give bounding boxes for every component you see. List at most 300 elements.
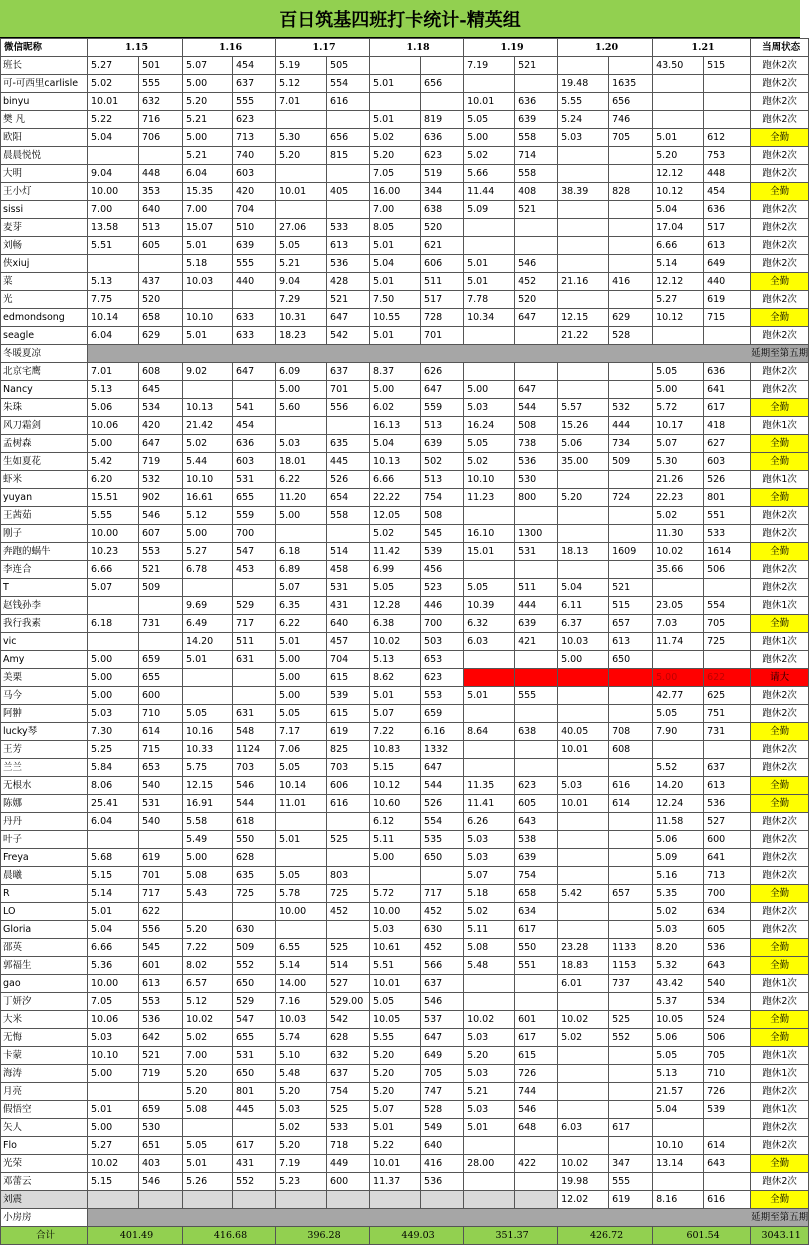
- distance-cell: 10.01: [370, 1155, 421, 1173]
- distance-cell: 5.00: [653, 381, 704, 399]
- distance-cell: 6.03: [464, 633, 515, 651]
- distance-cell: 5.22: [88, 111, 139, 129]
- distance-cell: 5.25: [88, 741, 139, 759]
- status-cell: 跑休2次: [751, 219, 809, 237]
- distance-cell: [653, 327, 704, 345]
- pace-cell: [609, 471, 653, 489]
- distance-cell: 10.23: [88, 543, 139, 561]
- distance-cell: 5.04: [370, 435, 421, 453]
- distance-cell: 10.02: [653, 543, 704, 561]
- header-date: 1.17: [276, 39, 370, 57]
- distance-cell: 6.03: [558, 1119, 609, 1137]
- pace-cell: 544: [421, 777, 464, 795]
- pace-cell: 628: [327, 1029, 370, 1047]
- pace-cell: 540: [139, 777, 183, 795]
- distance-cell: 18.13: [558, 543, 609, 561]
- pace-cell: 555: [233, 93, 276, 111]
- pace-cell: 600: [704, 831, 751, 849]
- pace-cell: 521: [515, 57, 558, 75]
- pace-cell: 636: [233, 435, 276, 453]
- pace-cell: 647: [421, 1029, 464, 1047]
- distance-cell: 6.35: [276, 597, 327, 615]
- distance-cell: 5.12: [183, 993, 233, 1011]
- table-row: [1, 939, 809, 957]
- distance-cell: 6.22: [276, 615, 327, 633]
- status-cell: 跑休2次: [751, 111, 809, 129]
- header-nickname: 微信昵称: [1, 39, 88, 57]
- distance-cell: 17.04: [653, 219, 704, 237]
- pace-cell: 641: [704, 381, 751, 399]
- pace-cell: 656: [327, 129, 370, 147]
- pace-cell: 536: [421, 1173, 464, 1191]
- distance-cell: 6.04: [88, 813, 139, 831]
- distance-cell: 10.01: [88, 93, 139, 111]
- member-name: 生如夏花: [1, 453, 88, 471]
- pace-cell: 619: [139, 849, 183, 867]
- table-row: [1, 237, 809, 255]
- pace-cell: 454: [233, 57, 276, 75]
- pace-cell: 533: [327, 1119, 370, 1137]
- pace-cell: 529: [233, 597, 276, 615]
- pace-cell: 526: [704, 471, 751, 489]
- distance-cell: 5.02: [88, 75, 139, 93]
- distance-cell: [558, 471, 609, 489]
- distance-cell: 6.20: [88, 471, 139, 489]
- distance-cell: 15.51: [88, 489, 139, 507]
- distance-cell: 5.20: [276, 147, 327, 165]
- status-cell: 全勤: [751, 435, 809, 453]
- table-row: [1, 399, 809, 417]
- pace-cell: 449: [327, 1155, 370, 1173]
- pace-cell: 612: [704, 129, 751, 147]
- pace-cell: 623: [421, 669, 464, 687]
- distance-cell: 21.42: [183, 417, 233, 435]
- total-value: 416.68: [183, 1227, 276, 1245]
- pace-cell: [609, 813, 653, 831]
- distance-cell: 8.64: [464, 723, 515, 741]
- status-cell: 跑休2次: [751, 255, 809, 273]
- distance-cell: [464, 975, 515, 993]
- distance-cell: 5.49: [183, 831, 233, 849]
- pace-cell: 541: [233, 399, 276, 417]
- pace-cell: [327, 813, 370, 831]
- table-row: [1, 777, 809, 795]
- pace-cell: 509: [609, 453, 653, 471]
- pace-cell: 613: [139, 975, 183, 993]
- distance-cell: 5.01: [464, 255, 515, 273]
- member-name: Amy: [1, 651, 88, 669]
- status-cell: 跑休1次: [751, 975, 809, 993]
- table-row: [1, 471, 809, 489]
- distance-cell: 5.27: [88, 57, 139, 75]
- pace-cell: 640: [139, 201, 183, 219]
- table-row: [1, 327, 809, 345]
- distance-cell: 10.39: [464, 597, 515, 615]
- status-cell: 跑休1次: [751, 633, 809, 651]
- distance-cell: 5.00: [183, 525, 233, 543]
- distance-cell: 5.21: [183, 147, 233, 165]
- pace-cell: 639: [515, 111, 558, 129]
- pace-cell: 444: [515, 597, 558, 615]
- distance-cell: 18.01: [276, 453, 327, 471]
- pace-cell: 431: [233, 1155, 276, 1173]
- pace-cell: 613: [609, 633, 653, 651]
- distance-cell: 5.00: [276, 651, 327, 669]
- table-row: [1, 705, 809, 723]
- table-row: [1, 75, 809, 93]
- pace-cell: 539: [327, 687, 370, 705]
- pace-cell: 505: [327, 57, 370, 75]
- pace-cell: [609, 1137, 653, 1155]
- pace-cell: 520: [421, 219, 464, 237]
- distance-cell: 8.62: [370, 669, 421, 687]
- pace-cell: 639: [515, 849, 558, 867]
- pace-cell: 525: [327, 939, 370, 957]
- pace-cell: [609, 867, 653, 885]
- distance-cell: 5.02: [276, 1119, 327, 1137]
- checkin-table: [0, 38, 809, 1245]
- distance-cell: [558, 381, 609, 399]
- distance-cell: 10.10: [183, 309, 233, 327]
- distance-cell: 6.66: [653, 237, 704, 255]
- pace-cell: 734: [609, 435, 653, 453]
- pace-cell: 619: [704, 291, 751, 309]
- distance-cell: 16.61: [183, 489, 233, 507]
- pace-cell: [515, 975, 558, 993]
- distance-cell: 5.20: [370, 147, 421, 165]
- distance-cell: 5.05: [183, 705, 233, 723]
- pace-cell: 606: [421, 255, 464, 273]
- distance-cell: 10.02: [183, 1011, 233, 1029]
- pace-cell: 653: [139, 759, 183, 777]
- distance-cell: [276, 165, 327, 183]
- status-cell: 跑休2次: [751, 1137, 809, 1155]
- distance-cell: 5.05: [653, 1047, 704, 1065]
- pace-cell: 533: [327, 219, 370, 237]
- pace-cell: 1153: [609, 957, 653, 975]
- pace-cell: [421, 867, 464, 885]
- table-row: [1, 903, 809, 921]
- pace-cell: [609, 525, 653, 543]
- pace-cell: 525: [609, 1011, 653, 1029]
- distance-cell: [464, 561, 515, 579]
- header-status: 当周状态: [751, 39, 809, 57]
- pace-cell: [327, 111, 370, 129]
- status-cell: 全勤: [751, 543, 809, 561]
- distance-cell: 5.78: [276, 885, 327, 903]
- distance-cell: 5.03: [464, 399, 515, 417]
- distance-cell: 10.16: [183, 723, 233, 741]
- distance-cell: 5.03: [276, 1101, 327, 1119]
- distance-cell: [558, 561, 609, 579]
- table-row: [1, 1047, 809, 1065]
- distance-cell: [183, 291, 233, 309]
- status-cell: 全勤: [751, 723, 809, 741]
- pace-cell: 531: [139, 795, 183, 813]
- distance-cell: [276, 417, 327, 435]
- distance-cell: [558, 219, 609, 237]
- pace-cell: 448: [139, 165, 183, 183]
- pace-cell: 527: [704, 813, 751, 831]
- distance-cell: [558, 687, 609, 705]
- distance-cell: 10.10: [88, 1047, 139, 1065]
- pace-cell: 555: [515, 687, 558, 705]
- pace-cell: 725: [704, 633, 751, 651]
- distance-cell: 10.02: [558, 1011, 609, 1029]
- distance-cell: 8.06: [88, 777, 139, 795]
- pace-cell: 542: [327, 327, 370, 345]
- distance-cell: 6.89: [276, 561, 327, 579]
- distance-cell: 6.32: [464, 615, 515, 633]
- distance-cell: 7.78: [464, 291, 515, 309]
- pace-cell: 448: [704, 165, 751, 183]
- pace-cell: 725: [233, 885, 276, 903]
- distance-cell: 10.14: [88, 309, 139, 327]
- distance-cell: 5.02: [653, 507, 704, 525]
- pace-cell: 607: [139, 525, 183, 543]
- distance-cell: 16.10: [464, 525, 515, 543]
- pace-cell: 731: [139, 615, 183, 633]
- distance-cell: 12.15: [183, 777, 233, 795]
- pace-cell: 639: [515, 615, 558, 633]
- pace-cell: 508: [515, 417, 558, 435]
- distance-cell: [558, 1065, 609, 1083]
- distance-cell: 21.16: [558, 273, 609, 291]
- member-name: 陈娜: [1, 795, 88, 813]
- pace-cell: 902: [139, 489, 183, 507]
- pace-cell: 511: [421, 273, 464, 291]
- pace-cell: [609, 237, 653, 255]
- distance-cell: [558, 759, 609, 777]
- distance-cell: [183, 687, 233, 705]
- member-name: 邵英: [1, 939, 88, 957]
- table-row: [1, 165, 809, 183]
- distance-cell: 5.03: [88, 1029, 139, 1047]
- status-cell: 全勤: [751, 453, 809, 471]
- pace-cell: 530: [139, 1119, 183, 1137]
- total-label: 合计: [1, 1227, 88, 1245]
- distance-cell: 9.02: [183, 363, 233, 381]
- pace-cell: 616: [327, 795, 370, 813]
- distance-cell: 12.05: [370, 507, 421, 525]
- pace-cell: 614: [704, 1137, 751, 1155]
- distance-cell: 5.51: [88, 237, 139, 255]
- distance-cell: 5.01: [370, 273, 421, 291]
- pace-cell: 625: [704, 687, 751, 705]
- pace-cell: 623: [515, 777, 558, 795]
- table-row: [1, 993, 809, 1011]
- distance-cell: [558, 363, 609, 381]
- distance-cell: [558, 1047, 609, 1065]
- distance-cell: 6.18: [88, 615, 139, 633]
- table-row: [1, 255, 809, 273]
- pace-cell: 650: [233, 1065, 276, 1083]
- pace-cell: 517: [421, 291, 464, 309]
- status-cell: 跑休2次: [751, 741, 809, 759]
- distance-cell: 5.01: [370, 687, 421, 705]
- status-cell: 全勤: [751, 489, 809, 507]
- pace-cell: [609, 903, 653, 921]
- distance-cell: 10.31: [276, 309, 327, 327]
- distance-cell: [183, 669, 233, 687]
- pace-cell: 606: [327, 777, 370, 795]
- distance-cell: [653, 111, 704, 129]
- pace-cell: 437: [139, 273, 183, 291]
- pace-cell: [609, 1047, 653, 1065]
- member-name: Nancy: [1, 381, 88, 399]
- pace-cell: [327, 1191, 370, 1209]
- distance-cell: 5.22: [370, 1137, 421, 1155]
- distance-cell: 7.22: [183, 939, 233, 957]
- distance-cell: 5.00: [88, 669, 139, 687]
- pace-cell: 654: [327, 489, 370, 507]
- distance-cell: [653, 1119, 704, 1137]
- distance-cell: [558, 291, 609, 309]
- member-name: 北京宅鹰: [1, 363, 88, 381]
- distance-cell: 15.26: [558, 417, 609, 435]
- pace-cell: 613: [704, 237, 751, 255]
- pace-cell: 631: [233, 651, 276, 669]
- pace-cell: [515, 759, 558, 777]
- distance-cell: 16.13: [370, 417, 421, 435]
- table-row: [1, 1083, 809, 1101]
- status-cell: 全勤: [751, 1029, 809, 1047]
- pace-cell: 737: [609, 975, 653, 993]
- pace-cell: 608: [139, 363, 183, 381]
- distance-cell: 5.42: [558, 885, 609, 903]
- distance-cell: [370, 867, 421, 885]
- pace-cell: 704: [327, 651, 370, 669]
- status-cell: 跑休2次: [751, 561, 809, 579]
- pace-cell: 523: [421, 579, 464, 597]
- pace-cell: 1614: [704, 543, 751, 561]
- distance-cell: 7.05: [88, 993, 139, 1011]
- pace-cell: 544: [515, 399, 558, 417]
- distance-cell: 11.58: [653, 813, 704, 831]
- table-row: [1, 219, 809, 237]
- table-row: [1, 597, 809, 615]
- distance-cell: 5.20: [183, 1083, 233, 1101]
- distance-cell: 7.19: [464, 57, 515, 75]
- status-cell: 跑休1次: [751, 597, 809, 615]
- pace-cell: 719: [139, 453, 183, 471]
- pace-cell: 651: [139, 1137, 183, 1155]
- pace-cell: 725: [327, 885, 370, 903]
- distance-cell: 22.22: [370, 489, 421, 507]
- pace-cell: 421: [515, 633, 558, 651]
- pace-cell: 526: [421, 795, 464, 813]
- distance-cell: [558, 201, 609, 219]
- pace-cell: 656: [421, 75, 464, 93]
- member-name: 小房房: [1, 1209, 88, 1227]
- pace-cell: [609, 687, 653, 705]
- distance-cell: 12.24: [653, 795, 704, 813]
- distance-cell: 43.42: [653, 975, 704, 993]
- distance-cell: 7.00: [183, 201, 233, 219]
- distance-cell: 10.03: [558, 633, 609, 651]
- table-row: [1, 813, 809, 831]
- pace-cell: 408: [515, 183, 558, 201]
- member-name: 王茜茹: [1, 507, 88, 525]
- pace-cell: 617: [704, 399, 751, 417]
- pace-cell: 726: [515, 1065, 558, 1083]
- distance-cell: 23.28: [558, 939, 609, 957]
- distance-cell: 5.00: [88, 1119, 139, 1137]
- distance-cell: 10.10: [464, 471, 515, 489]
- status-cell: 跑休1次: [751, 471, 809, 489]
- pace-cell: 615: [515, 1047, 558, 1065]
- status-cell: 全勤: [751, 957, 809, 975]
- pace-cell: 532: [139, 471, 183, 489]
- distance-cell: 5.20: [276, 1137, 327, 1155]
- table-row: [1, 183, 809, 201]
- table-row: [1, 111, 809, 129]
- distance-cell: 5.20: [558, 489, 609, 507]
- distance-cell: 5.00: [88, 687, 139, 705]
- member-name: 可-可西里carlisle: [1, 75, 88, 93]
- status-cell: 跑休1次: [751, 1101, 809, 1119]
- table-row: [1, 795, 809, 813]
- pace-cell: 534: [704, 993, 751, 1011]
- header-date: 1.20: [558, 39, 653, 57]
- pace-cell: 545: [421, 525, 464, 543]
- table-row: [1, 543, 809, 561]
- member-name: seagle: [1, 327, 88, 345]
- pace-cell: 601: [139, 957, 183, 975]
- pace-cell: [327, 201, 370, 219]
- pace-cell: 616: [704, 1191, 751, 1209]
- distance-cell: 5.14: [276, 957, 327, 975]
- member-name: 大米: [1, 1011, 88, 1029]
- pace-cell: 546: [515, 1101, 558, 1119]
- member-name: lucky琴: [1, 723, 88, 741]
- distance-cell: 10.02: [464, 1011, 515, 1029]
- pace-cell: 803: [327, 867, 370, 885]
- distance-cell: [558, 831, 609, 849]
- distance-cell: 10.06: [88, 1011, 139, 1029]
- distance-cell: 5.04: [653, 1101, 704, 1119]
- pace-cell: 553: [421, 687, 464, 705]
- distance-cell: 11.41: [464, 795, 515, 813]
- pace-cell: [515, 75, 558, 93]
- pace-cell: [609, 165, 653, 183]
- distance-cell: [653, 75, 704, 93]
- pace-cell: 544: [233, 795, 276, 813]
- pace-cell: 539: [704, 1101, 751, 1119]
- pace-cell: 537: [421, 1011, 464, 1029]
- pace-cell: 1133: [609, 939, 653, 957]
- member-name: 侠xiuj: [1, 255, 88, 273]
- table-row: [1, 201, 809, 219]
- distance-cell: 14.20: [653, 777, 704, 795]
- distance-cell: 5.16: [653, 867, 704, 885]
- pace-cell: 502: [421, 453, 464, 471]
- distance-cell: 5.05: [653, 705, 704, 723]
- distance-cell: 15.35: [183, 183, 233, 201]
- distance-cell: 5.20: [183, 93, 233, 111]
- distance-cell: [558, 237, 609, 255]
- member-name: 海涛: [1, 1065, 88, 1083]
- pace-cell: 701: [421, 327, 464, 345]
- pace-cell: 639: [421, 435, 464, 453]
- status-cell: 跑休2次: [751, 579, 809, 597]
- distance-cell: 5.03: [558, 777, 609, 795]
- pace-cell: 445: [327, 453, 370, 471]
- pace-cell: 800: [515, 489, 558, 507]
- distance-cell: 12.28: [370, 597, 421, 615]
- status-cell: 全勤: [751, 777, 809, 795]
- pace-cell: 525: [327, 1101, 370, 1119]
